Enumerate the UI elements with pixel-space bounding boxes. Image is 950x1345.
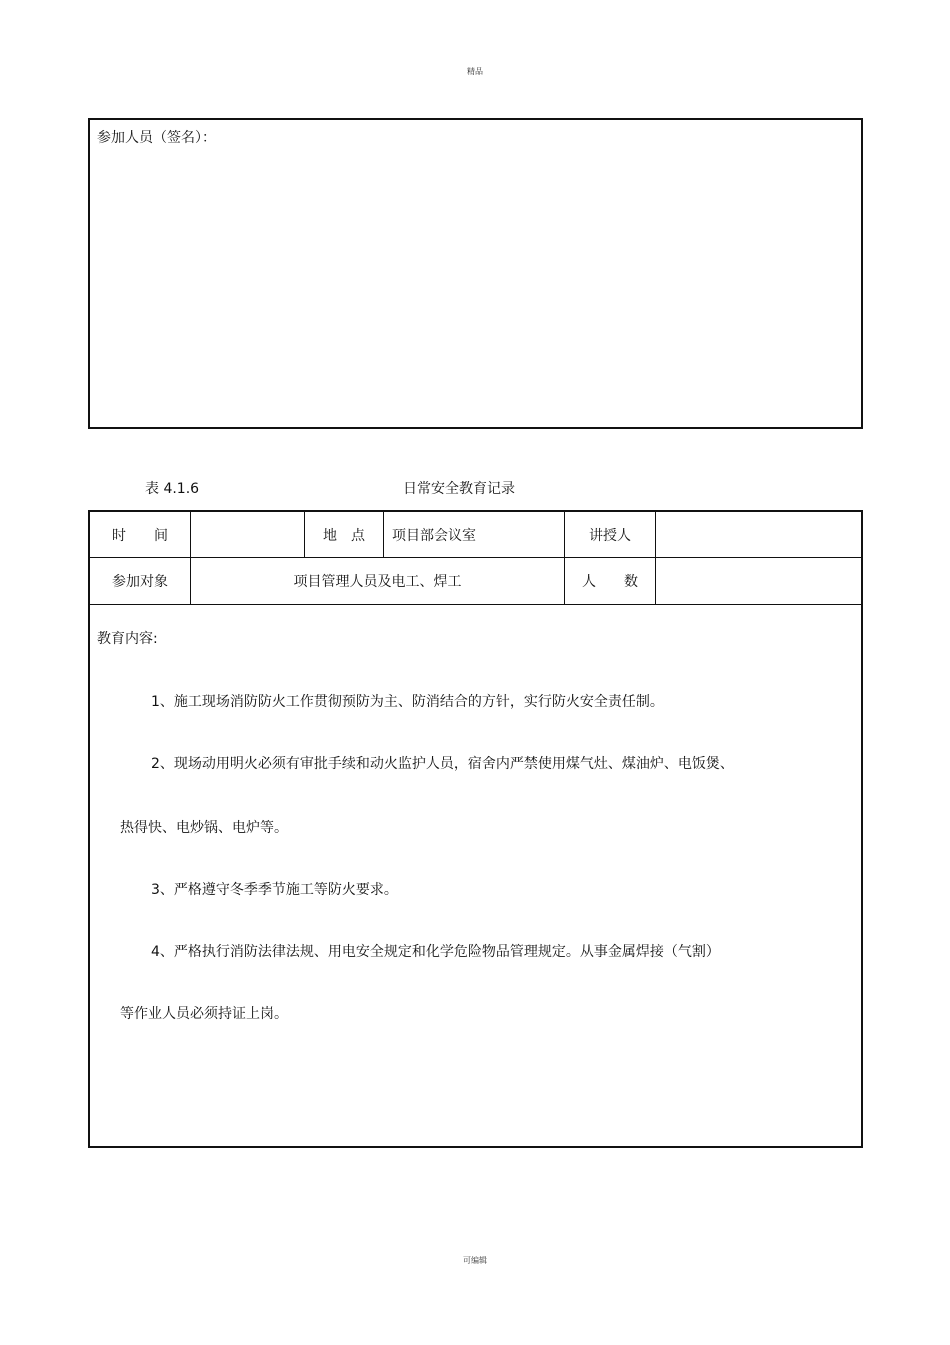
signature-label: 参加人员（签名）： xyxy=(97,130,216,146)
lecturer-label: 讲授人 xyxy=(589,527,631,544)
signature-box xyxy=(88,118,863,429)
row-divider xyxy=(90,604,861,605)
safety-education-record-table xyxy=(88,510,863,1148)
content-line-1: 1、施工现场消防防火工作贯彻预防为主、防消结合的方针，实行防火安全责任制。 xyxy=(151,694,664,710)
education-content-label: 教育内容: xyxy=(97,631,158,647)
content-line-6: 等作业人员必须持证上岗。 xyxy=(120,1006,288,1022)
table-title: 日常安全教育记录 xyxy=(403,481,515,497)
time-value[interactable] xyxy=(191,512,304,557)
count-label: 人 数 xyxy=(582,574,638,590)
count-value[interactable] xyxy=(656,558,861,604)
place-value[interactable]: 项目部会议室 xyxy=(392,527,476,544)
lecturer-value[interactable] xyxy=(656,512,861,557)
time-label: 时 间 xyxy=(112,527,168,544)
table-number: 表 4.1.6 xyxy=(145,481,200,497)
footer-watermark: 可编辑 xyxy=(463,1256,487,1265)
audience-label: 参加对象 xyxy=(112,574,168,590)
place-label: 地 点 xyxy=(323,527,365,544)
header-watermark: 精品 xyxy=(467,67,483,76)
content-line-4: 3、严格遵守冬季季节施工等防火要求。 xyxy=(151,882,398,898)
content-line-5: 4、严格执行消防法律法规、用电安全规定和化学危险物品管理规定。从事金属焊接（气割） xyxy=(151,944,720,960)
column-divider xyxy=(383,512,384,557)
content-line-3: 热得快、电炒锅、电炉等。 xyxy=(120,820,288,836)
content-line-2: 2、现场动用明火必须有审批手续和动火监护人员，宿舍内严禁使用煤气灶、煤油炉、电饭煲、 xyxy=(151,756,734,772)
audience-value[interactable]: 项目管理人员及电工、焊工 xyxy=(293,574,462,590)
